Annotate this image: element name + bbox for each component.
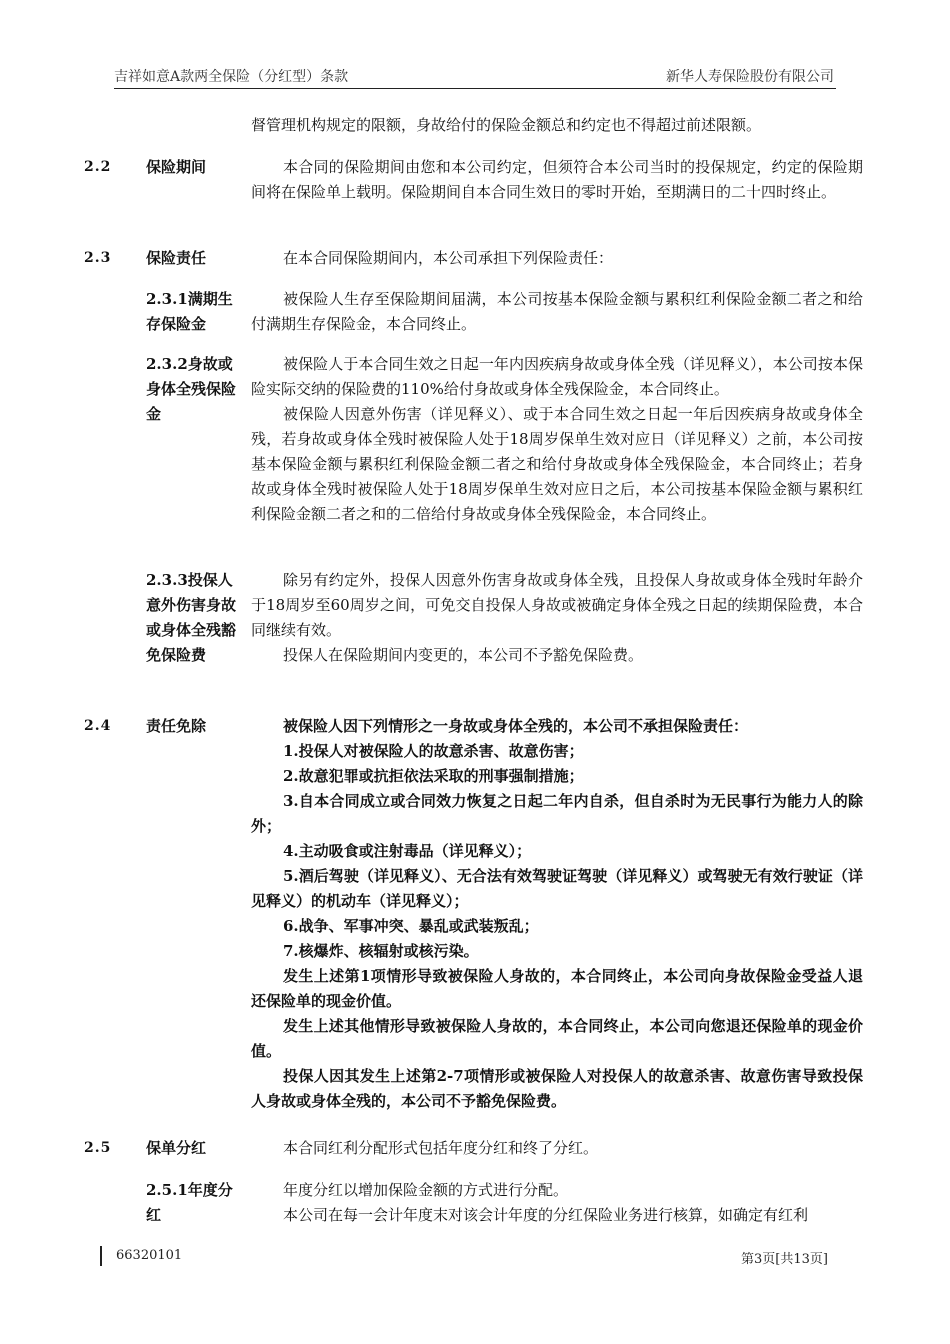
header-product-name: 吉祥如意A款两全保险（分红型）条款 [114,69,349,85]
section-number-2-3: 2.3 [84,250,112,266]
section-title-policy-dividends: 保单分红 [146,1139,207,1157]
exclusion-item: 1.投保人对被保险人的故意杀害、故意伤害； [283,742,584,760]
subsection-body-2-3-1 [251,287,863,337]
continued-line: 督管理机构规定的限额，身故给付的保险金额总和约定也不得超过前述限额。 [251,116,762,134]
section-number-2-4: 2.4 [84,718,112,734]
paragraph: 本合同的保险期间由您和本公司约定，但须符合本公司当时的投保规定，约定的保险期间将在保险单上载明。保险期间自本合同生效日的零时开始，至期满日的二十四时终止。 [251,158,863,201]
footer-page-number: 第3页[共13页] [741,1252,828,1267]
paragraph: 本合同红利分配形式包括年度分红和终了分红。 [283,1139,599,1157]
subsection-title-2-3-2: 2.3.2身故或身体全残保险金 [146,355,237,423]
paragraph: 投保人在保险期间内变更的，本公司不予豁免保险费。 [283,646,644,664]
paragraph: 年度分红以增加保险金额的方式进行分配。 [283,1181,569,1199]
subsection-body-2-5-1 [251,1178,863,1228]
paragraph: 本公司在每一会计年度末对该会计年度的分红保险业务进行核算，如确定有红利 [283,1206,809,1224]
section-number-2-5: 2.5 [84,1140,112,1156]
paragraph: 被保险人生存至保险期间届满，本公司按基本保险金额与累积红利保险金额二者之和给付满期生存保险金，本合同终止。 [251,290,863,333]
subsection-body-2-3-3 [251,568,863,668]
exclusion-item: 3.自本合同成立或合同效力恢复之日起二年内自杀，但自杀时为无民事行为能力人的除外； [251,792,863,835]
section-title-insurance-period: 保险期间 [146,158,207,176]
footer-marker-line [100,1246,102,1266]
section-number-2-2: 2.2 [84,159,112,175]
subsection-title-2-3-3: 2.3.3投保人意外伤害身故或身体全残豁免保险费 [146,571,237,664]
paragraph: 发生上述第1项情形导致被保险人身故的，本合同终止，本公司向身故保险金受益人退还保险单的现金价值。 [251,967,863,1010]
subsection-title-2-3-1: 2.3.1满期生存保险金 [146,290,233,333]
paragraph: 在本合同保险期间内，本公司承担下列保险责任： [283,249,614,267]
paragraph: 被保险人因下列情形之一身故或身体全残的，本公司不承担保险责任： [283,717,749,735]
section-body-2-2 [251,155,863,205]
footer-document-code: 66320101 [116,1248,183,1263]
section-title-insurance-liability: 保险责任 [146,249,207,267]
subsection-title-2-5-1: 2.5.1年度分红 [146,1181,233,1224]
exclusion-item: 4.主动吸食或注射毒品（详见释义）； [283,842,532,860]
exclusion-item: 5.酒后驾驶（详见释义）、无合法有效驾驶证驾驶（详见释义）或驾驶无有效行驶证（详见释义）的机动车（详见释义）； [251,867,863,910]
paragraph: 除另有约定外，投保人因意外伤害身故或身体全残，且投保人身故或身体全残时年龄介于18周岁至60周岁之间，可免交自投保人身故或被确定身体全残之日起的续期保险费，本合同继续有效。 [251,571,863,639]
section-title-exclusions: 责任免除 [146,717,207,735]
section-body-2-5 [251,1136,863,1161]
subsection-body-2-3-2 [251,352,863,527]
section-body-2-4 [251,714,863,1114]
page-header [114,62,836,89]
page-footer [100,1246,836,1268]
paragraph: 被保险人因意外伤害（详见释义）、或于本合同生效之日起一年后因疾病身故或身体全残，若身故或身体全残时被保险人处于18周岁保单生效对应日（详见释义）之前，本公司按基本保险金额与累积红利保险金额二者之和给付身故或身体全残保险金，本合同终止；若身故或身体全残时被保险人处于18周岁保单生效对应日之后，本公司按基本保险金额与累积红利保险金额二者之和的二倍给付身故或身体全残保险金，本合同终止。 [251,405,863,523]
section-body-2-3 [251,246,863,271]
header-company-name: 新华人寿保险股份有限公司 [666,69,834,85]
continued-text [251,113,863,138]
exclusion-item: 7.核爆炸、核辐射或核污染。 [283,942,479,960]
paragraph: 被保险人于本合同生效之日起一年内因疾病身故或身体全残（详见释义），本公司按本保险实际交纳的保险费的110%给付身故或身体全残保险金，本合同终止。 [251,355,863,398]
exclusion-item: 6.战争、军事冲突、暴乱或武装叛乱； [283,917,539,935]
exclusion-item: 2.故意犯罪或抗拒依法采取的刑事强制措施； [283,767,584,785]
paragraph: 投保人因其发生上述第2-7项情形或被保险人对投保人的故意杀害、故意伤害导致投保人身故或身体全残的，本公司不予豁免保险费。 [251,1067,863,1110]
paragraph: 发生上述其他情形导致被保险人身故的，本合同终止，本公司向您退还保险单的现金价值。 [251,1017,863,1060]
